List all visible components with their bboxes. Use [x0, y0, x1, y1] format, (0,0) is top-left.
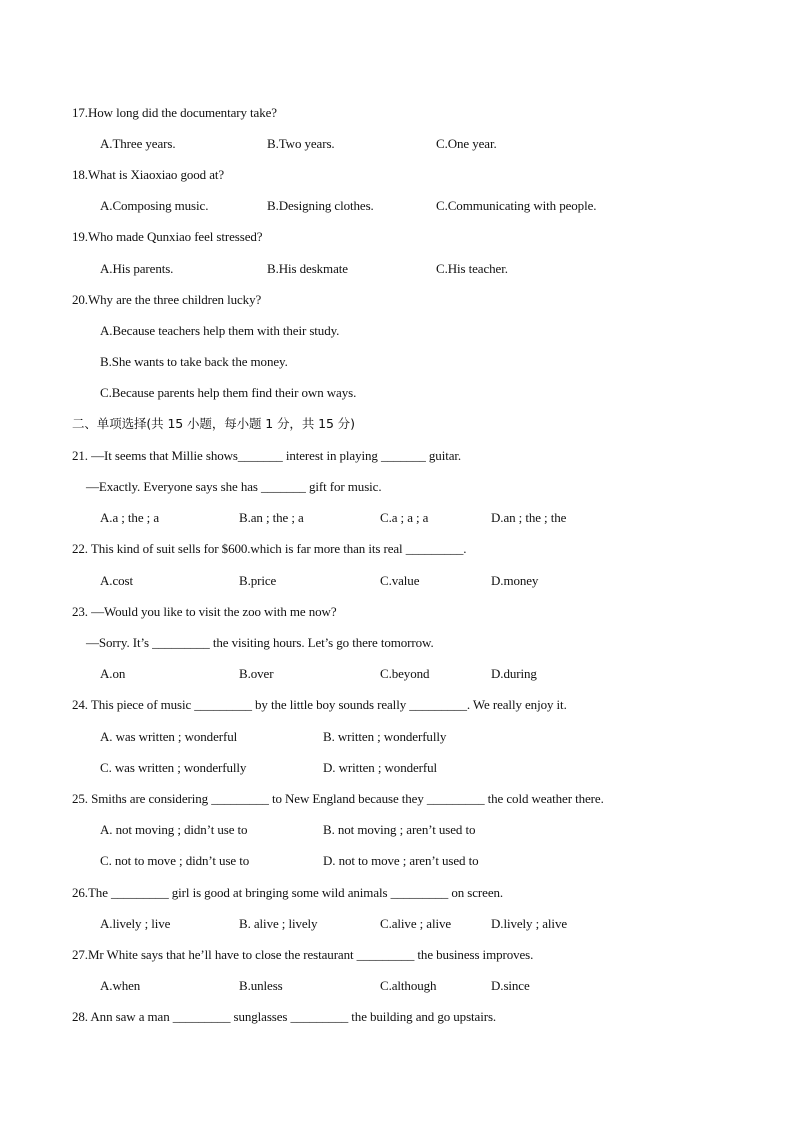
question-25: 25. Smiths are considering _________ to New England because they _________ the cold weather there.: [72, 791, 604, 806]
question-21: 21. —It seems that Millie shows_______ interest in playing _______ guitar.: [72, 448, 462, 463]
q23-option-c: C.beyond: [380, 666, 430, 681]
question-20: 20.Why are the three children lucky?: [72, 292, 262, 307]
q20-option-c: C.Because parents help them find their own ways.: [100, 385, 357, 400]
q21-option-c: C.a ; a ; a: [380, 510, 429, 525]
question-17: 17.How long did the documentary take?: [72, 105, 277, 120]
question-23: 23. —Would you like to visit the zoo with me now?: [72, 604, 337, 619]
q24-option-b: B. written ; wonderfully: [323, 729, 447, 744]
question-23-line-2: —Sorry. It’s _________ the visiting hours. Let’s go there tomorrow.: [86, 635, 434, 650]
q22-option-d: D.money: [491, 573, 539, 588]
q18-option-a: A.Composing music.: [100, 198, 209, 213]
q25-option-b: B. not moving ; aren’t used to: [323, 822, 476, 837]
q21-option-b: B.an ; the ; a: [239, 510, 304, 525]
q26-option-c: C.alive ; alive: [380, 916, 452, 931]
q27-option-a: A.when: [100, 978, 141, 993]
question-21-line-2: —Exactly. Everyone says she has _______ gift for music.: [86, 479, 382, 494]
q17-option-b: B.Two years.: [267, 136, 335, 151]
q17-option-c: C.One year.: [436, 136, 497, 151]
q20-option-a: A.Because teachers help them with their study.: [100, 323, 340, 338]
q22-option-a: A.cost: [100, 573, 133, 588]
question-24: 24. This piece of music _________ by the little boy sounds really _________. We really enjoy it.: [72, 697, 567, 712]
q26-option-d: D.lively ; alive: [491, 916, 568, 931]
q24-option-d: D. written ; wonderful: [323, 760, 438, 775]
q17-option-a: A.Three years.: [100, 136, 176, 151]
q24-option-c: C. was written ; wonderfully: [100, 760, 247, 775]
q19-option-b: B.His deskmate: [267, 261, 348, 276]
question-22: 22. This kind of suit sells for $600.which is far more than its real _________.: [72, 541, 467, 556]
q18-option-b: B.Designing clothes.: [267, 198, 374, 213]
q23-option-d: D.during: [491, 666, 537, 681]
q25-option-c: C. not to move ; didn’t use to: [100, 853, 250, 868]
question-26: 26.The _________ girl is good at bringing some wild animals _________ on screen.: [72, 885, 504, 900]
question-28: 28. Ann saw a man _________ sunglasses _________ the building and go upstairs.: [72, 1009, 497, 1024]
q25-option-a: A. not moving ; didn’t use to: [100, 822, 248, 837]
question-18: 18.What is Xiaoxiao good at?: [72, 167, 225, 182]
question-19: 19.Who made Qunxiao feel stressed?: [72, 229, 263, 244]
q18-option-c: C.Communicating with people.: [436, 198, 597, 213]
q23-option-b: B.over: [239, 666, 274, 681]
section-title: 二、单项选择(共 15 小题，每小题 1 分，共 15 分): [72, 416, 355, 431]
q22-option-c: C.value: [380, 573, 420, 588]
q20-option-b: B.She wants to take back the money.: [100, 354, 288, 369]
question-27: 27.Mr White says that he’ll have to close the restaurant _________ the business improves.: [72, 947, 534, 962]
q22-option-b: B.price: [239, 573, 277, 588]
q21-option-a: A.a ; the ; a: [100, 510, 159, 525]
q19-option-a: A.His parents.: [100, 261, 174, 276]
q27-option-d: D.since: [491, 978, 530, 993]
q19-option-c: C.His teacher.: [436, 261, 508, 276]
q25-option-d: D. not to move ; aren’t used to: [323, 853, 479, 868]
q26-option-a: A.lively ; live: [100, 916, 171, 931]
q21-option-d: D.an ; the ; the: [491, 510, 567, 525]
q27-option-c: C.although: [380, 978, 437, 993]
q27-option-b: B.unless: [239, 978, 283, 993]
q23-option-a: A.on: [100, 666, 126, 681]
q24-option-a: A. was written ; wonderful: [100, 729, 238, 744]
q26-option-b: B. alive ; lively: [239, 916, 318, 931]
